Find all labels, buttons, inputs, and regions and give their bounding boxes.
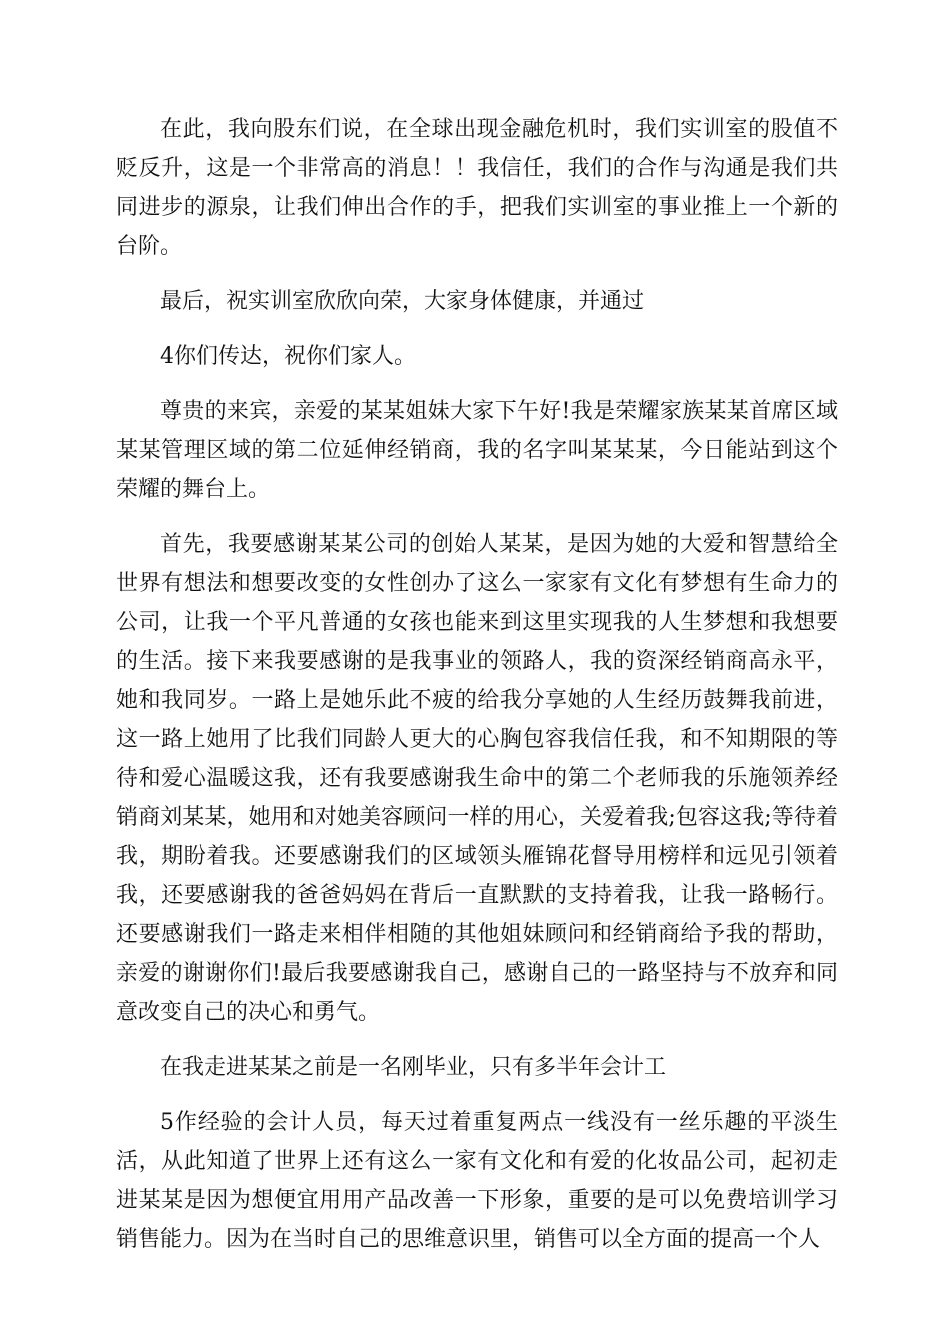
paragraph: 在我走进某某之前是一名刚毕业，只有多半年会计工 <box>160 1055 667 1080</box>
paragraph: 在此，我向股东们说，在全球出现金融危机时，我们实训室的股值不贬反升，这是一个非常高的消息！！我信任，我们的合作与沟通是我们共同进步的源泉，让我们伸出合作的手，把我们实训室的事业推上一个新的台阶。 <box>116 117 838 259</box>
paragraph: 首先，我要感谢某某公司的创始人某某，是因为她的大爱和智慧给全世界有想法和想要改变的女性创办了这么一家家有文化有梦想有生命力的公司，让我一个平凡普通的女孩也能来到这里实现我的人生梦想和我想要的生活。接下来我要感谢的是我事业的领路人，我的资深经销商高永平，她和我同岁。一路上是她乐此不疲的给我分享她的人生经历鼓舞我前进，这一路上她用了比我们同龄人更大的心胸包容我信任我，和不知期限的等待和爱心温暖这我，还有我要感谢我生命中的第二个老师我的乐施领养经销商刘某某，她用和对她美容顾问一样的用心，关爱着我;包容这我;等待着我，期盼着我。还要感谢我们的区域领头雁锦花督导用榜样和远见引领着我，还要感谢我的爸爸妈妈在背后一直默默的支持着我，让我一路畅行。还要感谢我们一路走来相伴相随的其他姐妹顾问和经销商给予我的帮助，亲爱的谢谢你们!最后我要感谢我自己，感谢自己的一路坚持与不放弃和同意改变自己的决心和勇气。 <box>116 532 838 1025</box>
paragraph: 最后，祝实训室欣欣向荣，大家身体健康，并通过 <box>160 289 645 314</box>
paragraph: 5作经验的会计人员，每天过着重复两点一线没有一丝乐趣的平淡生活，从此知道了世界上还有这么一家有文化和有爱的化妆品公司，起初走进某某是因为想便宜用用产品改善一下形象，重要的是可以免费培训学习销售能力。因为在当时自己的思维意识里，销售可以全方面的提高一个人 <box>116 1110 838 1252</box>
paragraph: 尊贵的来宾，亲爱的某某姐妹大家下午好!我是荣耀家族某某首席区域某某管理区域的第二位延伸经销商，我的名字叫某某某，今日能站到这个荣耀的舞台上。 <box>116 399 838 502</box>
document-body <box>116 110 838 1275</box>
paragraph: 4你们传达，祝你们家人。 <box>160 344 416 369</box>
